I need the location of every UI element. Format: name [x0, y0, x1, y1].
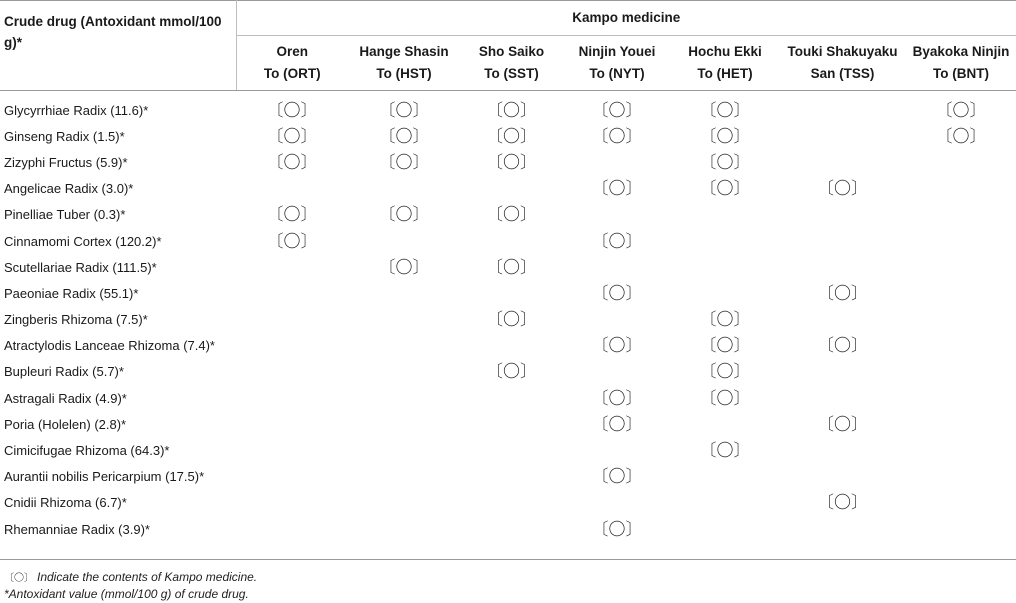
medicine-name-line2: San (TSS) — [810, 66, 875, 81]
empty-cell — [236, 516, 348, 548]
empty-cell — [348, 385, 460, 411]
empty-cell — [460, 490, 563, 516]
table-row — [0, 385, 1016, 411]
empty-cell — [460, 516, 563, 548]
content-mark: 〔〇〕 — [699, 152, 751, 172]
content-mark: 〔〇〕 — [591, 100, 643, 120]
medicine-name-line1: Hochu Ekki — [688, 44, 762, 59]
crude-drug-cell: Ginseng Radix (1.5)* — [4, 128, 125, 144]
empty-cell — [236, 490, 348, 516]
medicine-header-6 — [906, 36, 1016, 91]
content-mark: 〔〇〕 — [817, 414, 868, 434]
crude-drug-cell: Pinelliae Tuber (0.3)* — [4, 207, 126, 223]
kampo-medicine-header: Kampo medicine — [236, 1, 1016, 36]
empty-cell — [906, 437, 1016, 463]
empty-cell — [906, 464, 1016, 490]
crude-drug-cell: Cimicifugae Rhizoma (64.3)* — [4, 443, 170, 459]
legend-text: Indicate the contents of Kampo medicine. — [37, 570, 258, 584]
content-mark: 〔〇〕 — [486, 152, 537, 172]
content-mark: 〔〇〕 — [591, 467, 643, 487]
table-row — [0, 411, 1016, 437]
empty-cell — [348, 411, 460, 437]
content-mark: 〔〇〕 — [699, 441, 751, 461]
medicine-name-line1: Ninjin Youei — [578, 44, 656, 59]
medicine-name-line2: To (HST) — [376, 66, 432, 81]
table-row — [0, 516, 1016, 548]
empty-cell — [906, 516, 1016, 548]
empty-cell — [563, 359, 671, 385]
content-mark: 〔〇〕 — [266, 205, 318, 225]
content-mark: 〔〇〕 — [591, 283, 643, 303]
empty-cell — [779, 228, 906, 254]
content-mark: 〔〇〕 — [378, 205, 430, 225]
crude-drug-cell: Scutellariae Radix (111.5)* — [4, 259, 157, 275]
table-row — [0, 333, 1016, 359]
empty-cell — [236, 280, 348, 306]
empty-cell — [348, 464, 460, 490]
medicine-name-line2: To (ORT) — [263, 66, 321, 81]
empty-cell — [563, 307, 671, 333]
empty-cell — [779, 91, 906, 124]
empty-cell — [236, 333, 348, 359]
empty-cell — [906, 385, 1016, 411]
medicine-header-3 — [563, 36, 671, 91]
table-row — [0, 280, 1016, 306]
content-mark: 〔〇〕 — [817, 283, 868, 303]
empty-cell — [236, 411, 348, 437]
empty-cell — [563, 149, 671, 175]
footnote-asterisk: *Antoxidant value (mmol/100 g) of crude drug. — [4, 587, 249, 601]
crude-drug-cell: Cinnamomi Cortex (120.2)* — [4, 233, 162, 249]
empty-cell — [460, 228, 563, 254]
empty-cell — [563, 254, 671, 280]
crude-drug-cell: Angelicae Radix (3.0)* — [4, 181, 134, 197]
content-mark: 〔〇〕 — [591, 179, 643, 199]
empty-cell — [348, 359, 460, 385]
content-mark: 〔〇〕 — [699, 336, 751, 356]
content-mark: 〔〇〕 — [591, 231, 643, 251]
empty-cell — [348, 307, 460, 333]
crude-drug-cell: Bupleuri Radix (5.7)* — [4, 364, 124, 380]
content-mark: 〔〇〕 — [699, 179, 751, 199]
empty-cell — [671, 464, 779, 490]
empty-cell — [236, 359, 348, 385]
empty-cell — [236, 176, 348, 202]
empty-cell — [906, 280, 1016, 306]
content-mark: 〔〇〕 — [378, 152, 430, 172]
content-mark: 〔〇〕 — [378, 126, 430, 146]
content-mark: 〔〇〕 — [486, 205, 537, 225]
empty-cell — [671, 228, 779, 254]
content-mark: 〔〇〕 — [266, 152, 318, 172]
empty-cell — [563, 490, 671, 516]
medicine-name-line1: Oren — [276, 44, 308, 59]
medicine-name-line2: To (NYT) — [589, 66, 645, 81]
table-row — [0, 149, 1016, 175]
content-mark: 〔〇〕 — [486, 126, 537, 146]
empty-cell — [236, 437, 348, 463]
empty-cell — [671, 202, 779, 228]
table-row — [0, 254, 1016, 280]
table-bottom-rule — [0, 559, 1016, 560]
empty-cell — [460, 280, 563, 306]
crude-drug-cell: Poria (Holelen) (2.8)* — [4, 416, 127, 432]
empty-cell — [671, 280, 779, 306]
empty-cell — [906, 254, 1016, 280]
empty-cell — [779, 464, 906, 490]
table-row — [0, 359, 1016, 385]
table-row — [0, 123, 1016, 149]
empty-cell — [563, 437, 671, 463]
table-row — [0, 464, 1016, 490]
empty-cell — [671, 490, 779, 516]
empty-cell — [779, 385, 906, 411]
empty-cell — [348, 333, 460, 359]
table-row — [0, 228, 1016, 254]
content-mark: 〔〇〕 — [591, 336, 643, 356]
content-mark: 〔〇〕 — [699, 310, 751, 330]
content-mark: 〔〇〕 — [591, 414, 643, 434]
empty-cell — [348, 437, 460, 463]
medicine-header-0 — [236, 36, 348, 91]
crude-drug-cell: Cnidii Rhizoma (6.7)* — [4, 495, 127, 511]
empty-cell — [779, 437, 906, 463]
content-mark: 〔〇〕 — [266, 231, 318, 251]
content-mark: 〔〇〕 — [935, 126, 987, 146]
medicine-header-2 — [460, 36, 563, 91]
table-body — [0, 91, 1016, 549]
empty-cell — [348, 176, 460, 202]
empty-cell — [779, 254, 906, 280]
content-mark: 〔〇〕 — [817, 336, 868, 356]
footnote-legend — [4, 569, 257, 584]
table-row — [0, 91, 1016, 124]
content-mark: 〔〇〕 — [486, 310, 537, 330]
medicine-header-4 — [671, 36, 779, 91]
crude-drug-cell: Atractylodis Lanceae Rhizoma (7.4)* — [4, 338, 215, 354]
empty-cell — [906, 202, 1016, 228]
empty-cell — [236, 385, 348, 411]
empty-cell — [348, 280, 460, 306]
content-mark: 〔〇〕 — [486, 257, 537, 277]
empty-cell — [236, 464, 348, 490]
content-mark: 〔〇〕 — [699, 126, 751, 146]
empty-cell — [460, 176, 563, 202]
medicine-name-line2: To (HET) — [697, 66, 753, 81]
content-mark: 〔〇〕 — [935, 100, 987, 120]
content-mark: 〔〇〕 — [486, 100, 537, 120]
crude-drug-cell: Rhemanniae Radix (3.9)* — [4, 521, 150, 537]
table-row — [0, 437, 1016, 463]
empty-cell — [460, 437, 563, 463]
empty-cell — [348, 490, 460, 516]
content-mark: 〔〇〕 — [378, 100, 430, 120]
medicine-name-line2: To (BNT) — [933, 66, 990, 81]
content-mark: 〔〇〕 — [817, 493, 868, 513]
empty-cell — [906, 228, 1016, 254]
empty-cell — [906, 176, 1016, 202]
empty-cell — [348, 516, 460, 548]
empty-cell — [906, 333, 1016, 359]
empty-cell — [779, 202, 906, 228]
medicine-name-line1: Hange Shasin — [359, 44, 449, 59]
empty-cell — [236, 254, 348, 280]
empty-cell — [779, 359, 906, 385]
empty-cell — [779, 123, 906, 149]
content-mark: 〔〇〕 — [591, 519, 643, 539]
empty-cell — [671, 516, 779, 548]
empty-cell — [671, 254, 779, 280]
content-mark: 〔〇〕 — [266, 126, 318, 146]
content-mark: 〔〇〕 — [699, 362, 751, 382]
medicine-header-1 — [348, 36, 460, 91]
empty-cell — [460, 333, 563, 359]
medicine-header-5 — [779, 36, 906, 91]
content-mark: 〔〇〕 — [486, 362, 537, 382]
content-mark: 〔〇〕 — [699, 100, 751, 120]
table-row — [0, 307, 1016, 333]
medicine-name-line2: To (SST) — [484, 66, 539, 81]
content-mark: 〔〇〕 — [699, 388, 751, 408]
content-mark: 〔〇〕 — [817, 179, 868, 199]
empty-cell — [779, 149, 906, 175]
empty-cell — [563, 202, 671, 228]
crude-drug-cell: Glycyrrhiae Radix (11.6)* — [4, 102, 149, 118]
empty-cell — [671, 411, 779, 437]
empty-cell — [906, 411, 1016, 437]
medicine-name-line1: Byakoka Ninjin — [912, 44, 1010, 59]
content-mark: 〔〇〕 — [591, 126, 643, 146]
medicine-name-line1: Sho Saiko — [478, 44, 545, 59]
empty-cell — [906, 490, 1016, 516]
content-mark: 〔〇〕 — [378, 257, 430, 277]
empty-cell — [460, 385, 563, 411]
empty-cell — [236, 307, 348, 333]
legend-symbol: 〔〇〕 — [4, 573, 34, 584]
empty-cell — [906, 359, 1016, 385]
crude-drug-cell: Zizyphi Fructus (5.9)* — [4, 154, 128, 170]
table-row — [0, 176, 1016, 202]
crude-drug-cell: Paeoniae Radix (55.1)* — [4, 285, 139, 301]
table-row — [0, 202, 1016, 228]
table-row — [0, 490, 1016, 516]
empty-cell — [460, 411, 563, 437]
empty-cell — [460, 464, 563, 490]
crude-drug-cell: Astragali Radix (4.9)* — [4, 390, 127, 406]
crude-drug-cell: Aurantii nobilis Pericarpium (17.5)* — [4, 469, 205, 485]
empty-cell — [348, 228, 460, 254]
content-mark: 〔〇〕 — [591, 388, 643, 408]
empty-cell — [779, 307, 906, 333]
content-mark: 〔〇〕 — [266, 100, 318, 120]
empty-cell — [779, 516, 906, 548]
empty-cell — [906, 149, 1016, 175]
crude-drug-header: Crude drug (Antoxidant mmol/100 g)* — [0, 1, 236, 91]
medicine-name-line1: Touki Shakuyaku — [787, 44, 898, 59]
empty-cell — [906, 307, 1016, 333]
crude-drug-cell: Zingberis Rhizoma (7.5)* — [4, 312, 148, 328]
